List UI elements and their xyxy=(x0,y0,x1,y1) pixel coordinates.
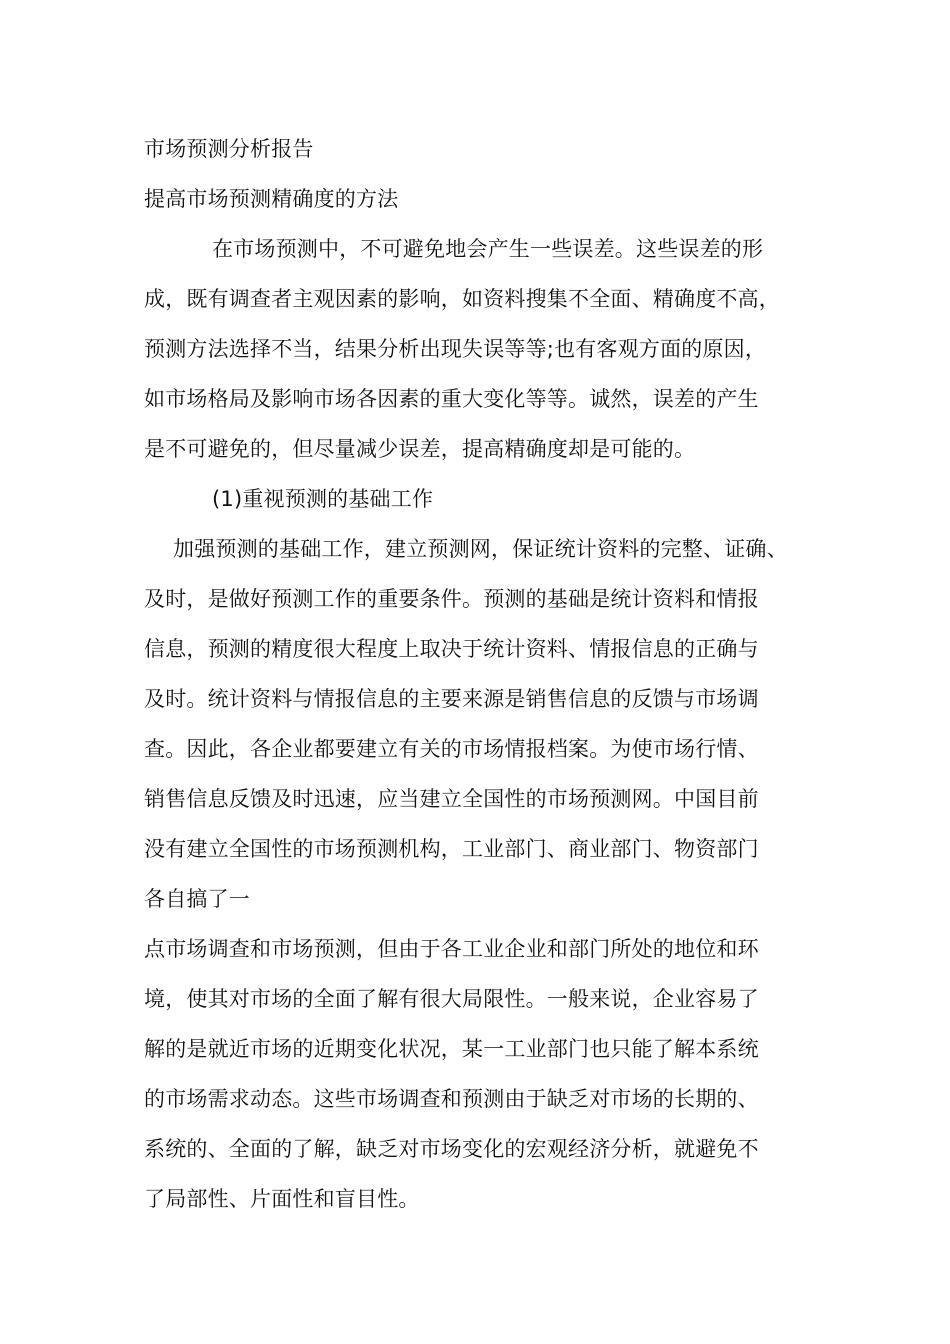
paragraph-line: 如市场格局及影响市场各因素的重大变化等等。诚然，误差的产生 xyxy=(144,387,759,411)
paragraph-line: 信息，预测的精度很大程度上取决于统计资料、情报信息的正确与 xyxy=(144,637,759,661)
paragraph-line: 的市场需求动态。这些市场调查和预测由于缺乏对市场的长期的、 xyxy=(144,1087,759,1111)
paragraph-line: 成，既有调查者主观因素的影响，如资料搜集不全面、精确度不高， xyxy=(144,287,780,311)
paragraph-line: 各自搞了一 xyxy=(144,887,250,911)
paragraph-line: 没有建立全国性的市场预测机构，工业部门、商业部门、物资部门 xyxy=(144,837,759,861)
paragraph-line: 预测方法选择不当，结果分析出现失误等等;也有客观方面的原因， xyxy=(144,337,767,361)
paragraph-line: 境，使其对市场的全面了解有很大局限性。一般来说，企业容易了 xyxy=(144,987,759,1011)
paragraph-line: 解的是就近市场的近期变化状况，某一工业部门也只能了解本系统 xyxy=(144,1037,759,1061)
paragraph-line: 销售信息反馈及时迅速，应当建立全国性的市场预测网。中国目前 xyxy=(144,787,759,811)
paragraph-line: 及时，是做好预测工作的重要条件。预测的基础是统计资料和情报 xyxy=(144,587,759,611)
section-heading: (1)重视预测的基础工作 xyxy=(212,487,434,511)
paragraph-line: 查。因此，各企业都要建立有关的市场情报档案。为使市场行情、 xyxy=(144,737,759,761)
document-title: 市场预测分析报告 xyxy=(144,137,314,161)
paragraph-line: 了局部性、片面性和盲目性。 xyxy=(144,1187,420,1211)
paragraph-line: 在市场预测中，不可避免地会产生一些误差。这些误差的形 xyxy=(212,237,764,261)
document-subtitle: 提高市场预测精确度的方法 xyxy=(144,187,399,211)
paragraph-line: 点市场调查和市场预测，但由于各工业企业和部门所处的地位和环 xyxy=(144,937,759,961)
paragraph-line: 及时。统计资料与情报信息的主要来源是销售信息的反馈与市场调 xyxy=(144,687,759,711)
paragraph-line: 是不可避免的，但尽量减少误差，提高精确度却是可能的。 xyxy=(144,437,696,461)
paragraph-line: 加强预测的基础工作，建立预测网，保证统计资料的完整、证确、 xyxy=(173,537,788,561)
paragraph-line: 系统的、全面的了解，缺乏对市场变化的宏观经济分析，就避免不 xyxy=(144,1137,759,1161)
